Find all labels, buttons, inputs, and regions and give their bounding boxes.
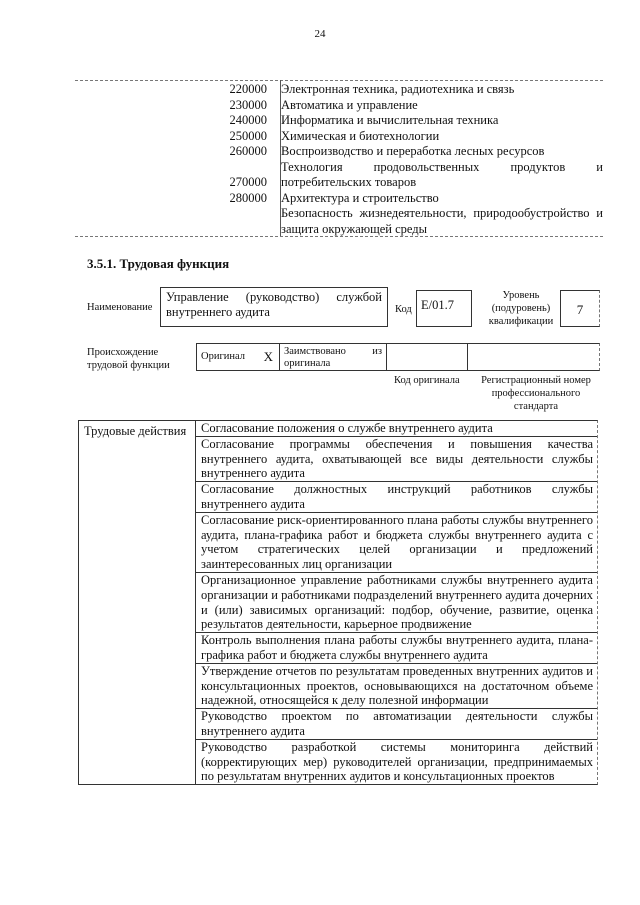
- reg-number-label: Регистрационный номер профессионального стандарта: [481, 375, 591, 412]
- code-name: Автоматика и управление: [281, 97, 418, 112]
- code-row: [205, 98, 603, 114]
- original-code-label: Код оригинала: [394, 375, 460, 386]
- code-row: [205, 206, 603, 237]
- section-heading: 3.5.1. Трудовая функция: [87, 256, 230, 271]
- original-label: Оригинал: [201, 351, 245, 362]
- labor-action-item: Руководство проектом по автоматизации деятельности службы внутреннего аудита: [196, 709, 597, 740]
- page-number: 24: [314, 28, 326, 40]
- code-row: [205, 160, 603, 191]
- code-row: [205, 113, 603, 129]
- code-value: 280000: [229, 190, 267, 205]
- code-name: Безопасность жизнедеятельности, природообустройство и защита окружающей среды: [281, 206, 603, 236]
- function-code-field: E/01.7: [416, 290, 472, 327]
- labor-action-item: Согласование должностных инструкций работников службы внутреннего аудита: [196, 482, 597, 513]
- code-row: [205, 82, 603, 98]
- code-row: [205, 144, 603, 160]
- borrowed-label: Заимствовано из оригинала: [284, 346, 382, 369]
- code-value: [205, 206, 275, 237]
- code-row: [205, 129, 603, 145]
- code-value: 230000: [229, 97, 267, 112]
- code-label: Код: [395, 304, 412, 315]
- labor-action-item: Согласование программы обеспечения и повышения качества внутреннего аудита, охватывающей все виды деятельности службы внутреннего аудита: [196, 437, 597, 482]
- code-name: Химическая и биотехнологии: [281, 128, 440, 143]
- function-name-field: Управление (руководство) службой внутреннего аудита: [160, 287, 388, 327]
- codes-table-top-border: [75, 80, 603, 81]
- labor-action-item: Организационное управление работниками службы внутреннего аудита организации и работниками подразделений внутреннего аудита дочерних и (или) зависимых организаций: подбор, обучение, развитие, оценка результатов деятельности, карьерное продвижение: [196, 573, 597, 633]
- original-code-cell: [386, 343, 468, 371]
- code-value: 260000: [229, 144, 267, 158]
- labor-action-item: Утверждение отчетов по результатам проведенных внутренних аудитов и консультационных проектов, основывающихся на достаточном объеме надежной, относящейся к делу полезной информации: [196, 664, 597, 709]
- code-name: Информатика и вычислительная техника: [281, 113, 499, 127]
- naming-label: Наименование: [87, 302, 153, 313]
- labor-actions-table: [78, 420, 598, 785]
- original-mark: X: [263, 349, 273, 364]
- code-value: 250000: [229, 128, 267, 143]
- code-name: Воспроизводство и переработка лесных ресурсов: [281, 144, 545, 158]
- borrowed-cell: [279, 343, 387, 371]
- labor-action-item: Руководство разработкой системы мониторинга действий (корректирующих мер) руководителей организации, предпринимаемых по результатам внутренних аудитов и консультационных проектов: [201, 739, 593, 784]
- labor-actions-list: [196, 421, 597, 784]
- reg-number-cell: [467, 343, 600, 371]
- origin-label: Происхождение трудовой функции: [87, 347, 170, 371]
- code-value: 220000: [229, 82, 267, 96]
- code-name: Технология продовольственных продуктов и потребительских товаров: [281, 159, 603, 189]
- origin-row: [196, 343, 600, 371]
- code-name: Электронная техника, радиотехника и связь: [281, 82, 515, 96]
- codes-table: [205, 82, 603, 237]
- qualification-level-field: 7: [560, 290, 600, 327]
- labor-action-item: Контроль выполнения плана работы службы внутреннего аудита, плана-графика работ и бюджета службы внутреннего аудита: [196, 633, 597, 664]
- code-value: 270000: [229, 175, 267, 189]
- code-value: 240000: [229, 113, 267, 127]
- labor-actions-label: Трудовые действия: [79, 421, 196, 784]
- labor-action-item: Согласование положения о службе внутреннего аудита: [196, 421, 597, 437]
- code-row: [205, 191, 603, 207]
- code-name: Архитектура и строительство: [281, 190, 439, 205]
- original-cell: [196, 343, 280, 371]
- labor-action-item: Согласование риск-ориентированного плана работы службы внутреннего аудита, плана-графика работ и бюджета службы внутреннего аудита с учетом стратегических целей организации и предложений заинтересованных лиц организации: [196, 513, 597, 573]
- level-label: Уровень (подуровень) квалификации: [488, 290, 554, 327]
